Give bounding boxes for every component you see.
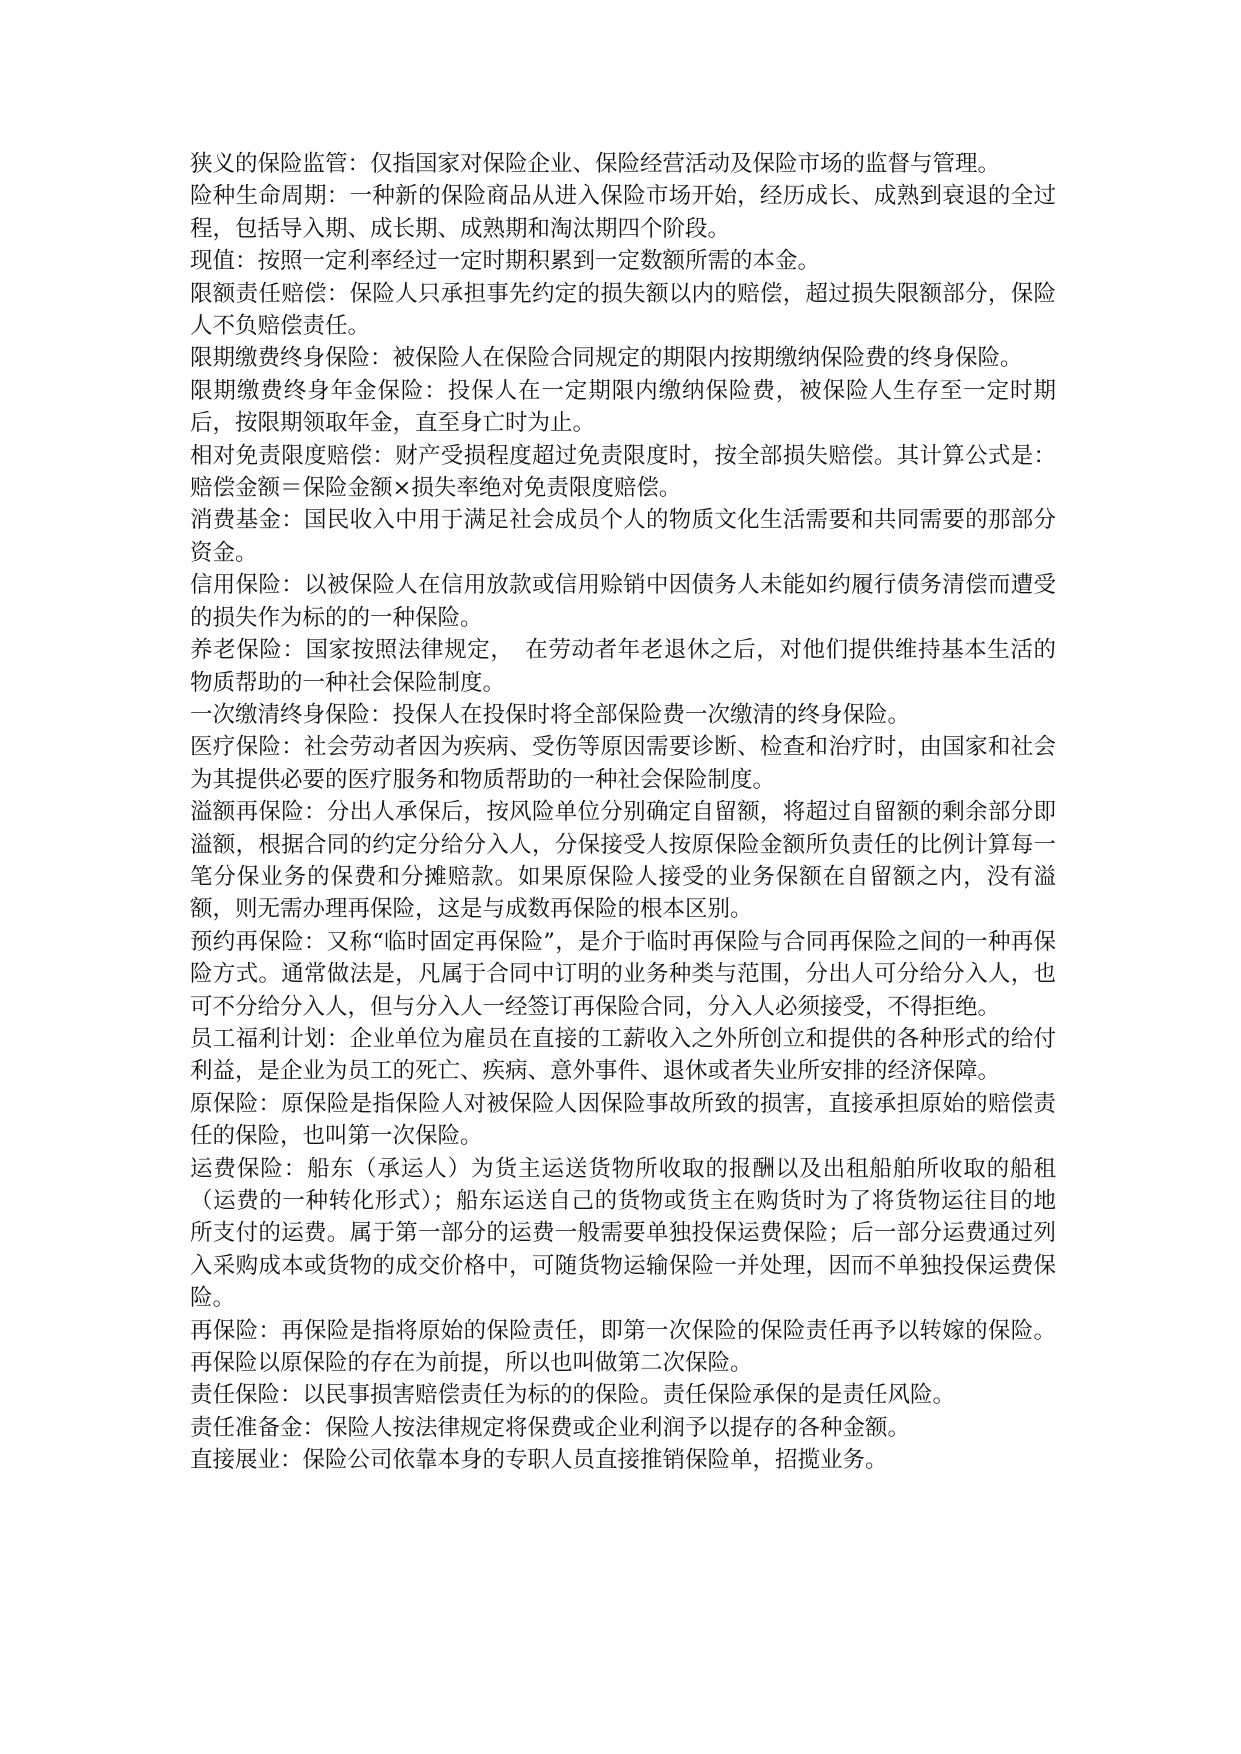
- entry-text: 消费基金：国民收入中用于满足社会成员个人的物质文化生活需要和共同需要的那部分资金。: [190, 507, 1056, 566]
- glossary-entry: [190, 1315, 1056, 1380]
- glossary-entry: [190, 1379, 1056, 1411]
- entry-text: 运费保险：船东（承运人）为货主运送货物所收取的报酬以及出租船舶所收取的船租（运费的一种转化形式）；船东运送自己的货物或货主在购货时为了将货物运往目的地所支付的运费。属于第一部分的运费一般需要单独投保运费保险；后一部分运费通过列入采购成本或货物的成交价格中，可随货物运输保险一并处理，因而不单独投保运费保险。: [190, 1155, 1056, 1312]
- glossary-entry: [190, 278, 1056, 343]
- entry-text: 再保险：再保险是指将原始的保险责任，即第一次保险的保险责任再予以转嫁的保险。再保险以原保险的存在为前提，所以也叫做第二次保险。: [190, 1317, 1056, 1377]
- entry-text: 溢额再保险：分出人承保后，按风险单位分别确定自留额，将超过自留额的剩余部分即溢额，根据合同的约定分给分入人，分保接受人按原保险金额所负责任的比例计算每一笔分保业务的保费和分摊赔款。如果原保险人接受的业务保额在自留额之内，没有溢额，则无需办理再保险，这是与成数再保险的根本区别。: [190, 799, 1056, 923]
- entry-text: 狭义的保险监管：仅指国家对保险企业、保险经营活动及保险市场的监督与管理。: [190, 151, 1001, 177]
- entry-text: 一次缴清终身保险：投保人在投保时将全部保险费一次缴清的终身保险。: [190, 701, 911, 728]
- entry-text: 现值：按照一定利率经过一定时期积累到一定数额所需的本金。: [190, 248, 821, 275]
- glossary-entry: [190, 926, 1056, 1023]
- entry-text: 原保险：原保险是指保险人对被保险人因保险事故所致的损害，直接承担原始的赔偿责任的保险，也叫第一次保险。: [190, 1090, 1056, 1150]
- glossary-entry: [190, 1088, 1056, 1153]
- glossary-entry: [190, 1023, 1056, 1088]
- glossary-entry: [190, 148, 1056, 180]
- entry-text: 限期缴费终身保险：被保险人在保险合同规定的期限内按期缴纳保险费的终身保险。: [190, 345, 1023, 372]
- entry-text: 责任准备金：保险人按法律规定将保费或企业利润予以提存的各种金额。: [190, 1414, 911, 1441]
- glossary-entry: [190, 796, 1056, 926]
- entry-text: 直接展业：保险公司依靠本身的专职人员直接推销保险单，招揽业务。: [190, 1447, 888, 1474]
- glossary-entry: [190, 634, 1056, 699]
- entry-text: 医疗保险：社会劳动者因为疾病、受伤等原因需要诊断、检查和治疗时，由国家和社会为其提供必要的医疗服务和物质帮助的一种社会保险制度。: [190, 734, 1056, 793]
- glossary-entry: [190, 245, 1056, 277]
- entry-text: 相对免责限度赔偿：财产受损程度超过免责限度时，按全部损失赔偿。其计算公式是：赔偿金额＝保险金额×损失率绝对免责限度赔偿。: [190, 442, 1056, 502]
- glossary-entry: [190, 731, 1056, 796]
- glossary-entry: [190, 1444, 1056, 1476]
- glossary-entry: [190, 699, 1056, 731]
- glossary-entry: [190, 440, 1056, 505]
- glossary-entry: [190, 342, 1056, 374]
- entry-text: 险种生命周期：一种新的保险商品从进入保险市场开始，经历成长、成熟到衰退的全过程，包括导入期、成长期、成熟期和淘汰期四个阶段。: [190, 183, 1056, 242]
- glossary-entry: [190, 504, 1056, 569]
- glossary-body: [190, 148, 1056, 1477]
- glossary-entry: [190, 569, 1056, 634]
- glossary-entry: [190, 1412, 1056, 1444]
- entry-text: 责任保险：以民事损害赔偿责任为标的的保险。责任保险承保的是责任风险。: [190, 1382, 956, 1409]
- entry-text: 预约再保险：又称“临时固定再保险”，是介于临时再保险与合同再保险之间的一种再保险方式。通常做法是，凡属于合同中订明的业务种类与范围，分出人可分给分入人，也可不分给分入人，但与分入人一经签订再保险合同，分入人必须接受，不得拒绝。: [190, 928, 1056, 1020]
- entry-text: 员工福利计划：企业单位为雇员在直接的工薪收入之外所创立和提供的各种形式的给付利益，是企业为员工的死亡、疾病、意外事件、退休或者失业所安排的经济保障。: [190, 1025, 1056, 1085]
- glossary-entry: [190, 375, 1056, 440]
- glossary-entry: [190, 180, 1056, 245]
- entry-text: 限额责任赔偿：保险人只承担事先约定的损失额以内的赔偿，超过损失限额部分，保险人不负赔偿责任。: [190, 280, 1056, 340]
- entry-text: 限期缴费终身年金保险：投保人在一定期限内缴纳保险费，被保险人生存至一定时期后，按限期领取年金，直至身亡时为止。: [190, 377, 1056, 437]
- entry-text: 信用保险：以被保险人在信用放款或信用赊销中因债务人未能如约履行债务清偿而遭受的损失作为标的的一种保险。: [190, 572, 1056, 631]
- entry-text: 养老保险：国家按照法律规定， 在劳动者年老退休之后，对他们提供维持基本生活的物质帮助的一种社会保险制度。: [190, 637, 1056, 696]
- glossary-entry: [190, 1153, 1056, 1315]
